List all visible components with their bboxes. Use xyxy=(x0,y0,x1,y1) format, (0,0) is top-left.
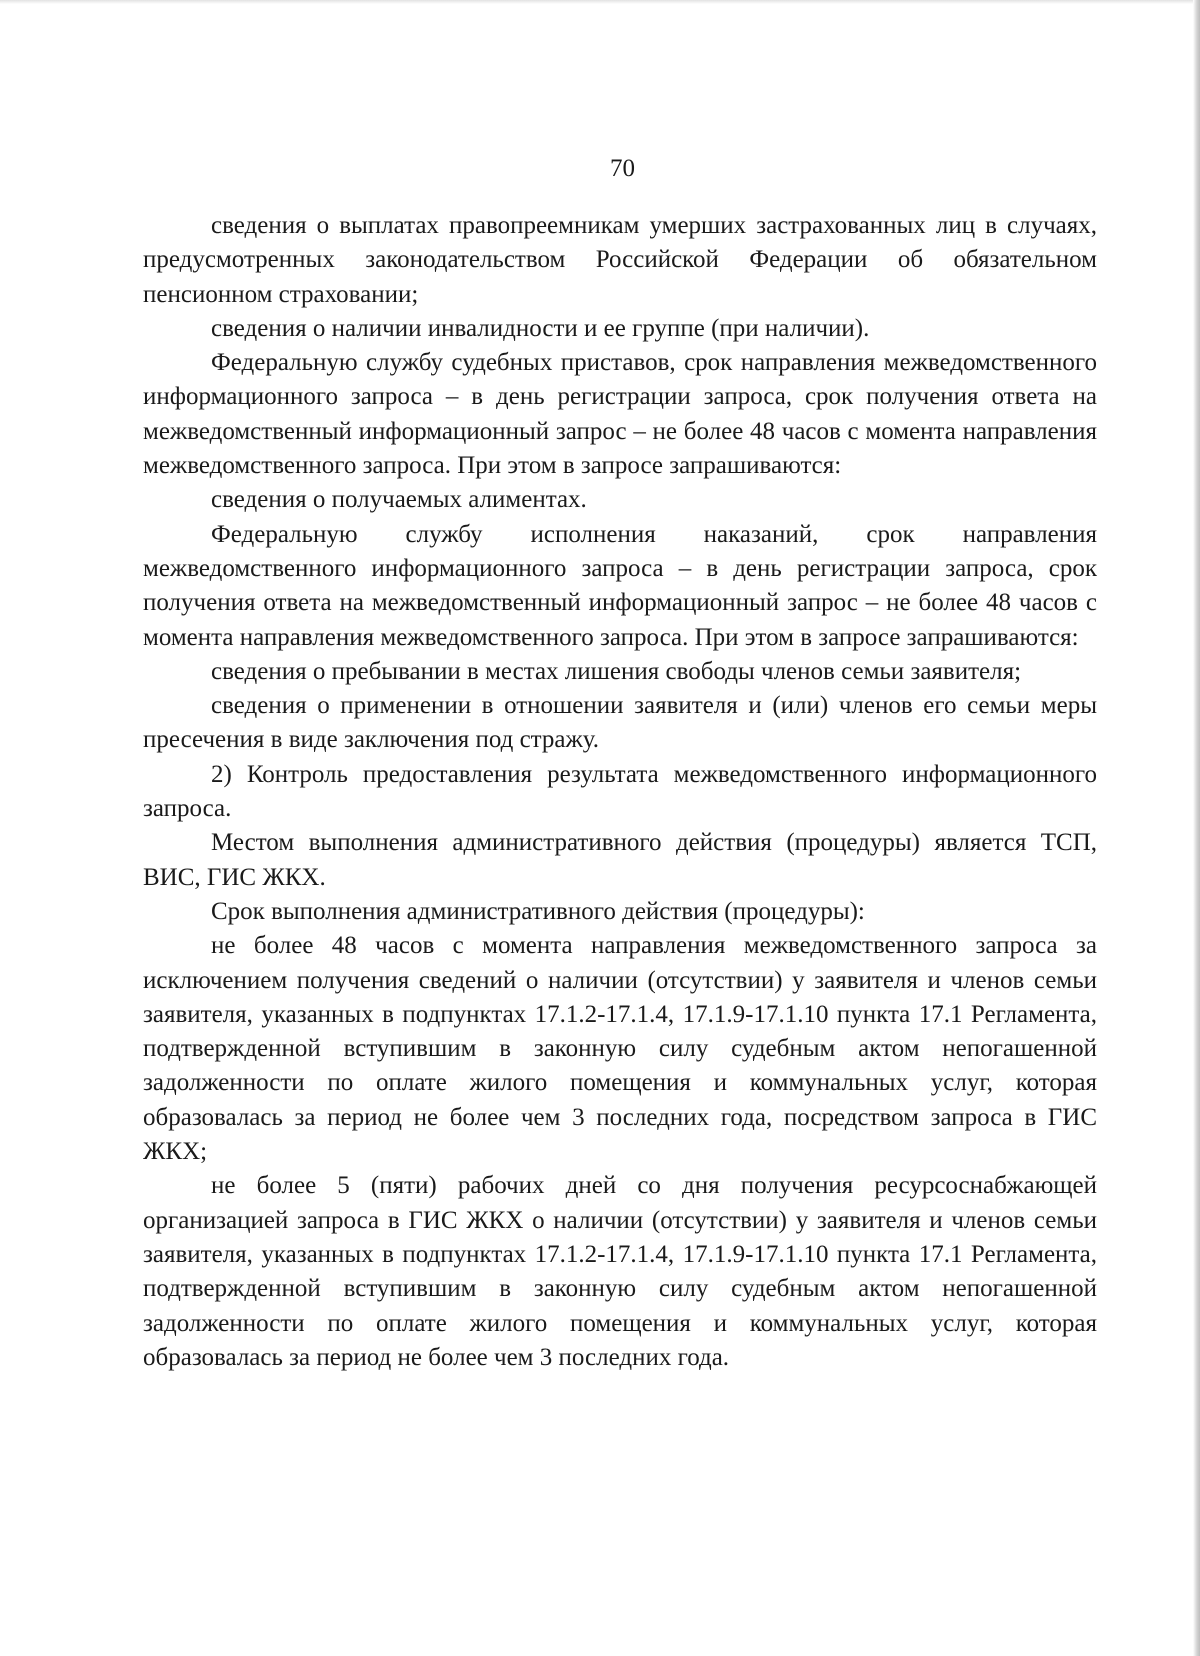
paragraph-alimony-info: сведения о получаемых алиментах. xyxy=(211,486,587,514)
paragraph-detention-info: сведения о пребывании в местах лишения свободы членов семьи заявителя; xyxy=(211,657,1022,685)
paragraph-execution-place: Местом выполнения административного действия (процедуры) является ТСП, ВИС, ГИС ЖКХ. xyxy=(143,829,1097,891)
page-number: 70 xyxy=(610,155,635,182)
paragraph-bailiff-service-request: Федеральную службу судебных приставов, срок направления межведомственного информационного запроса – в день регистрации запроса, срок получения ответа на межведомственный информационный запрос – не более 48 часов с момента направления межведомственного запроса. При этом в запросе запрашиваются: xyxy=(143,349,1097,480)
paragraph-penitentiary-service-request: Федеральную службу исполнения наказаний, срок направления межведомственного информационного запроса – в день регистрации запроса, срок получения ответа на межведомственный информационный запрос – не более 48 часов с момента направления межведомственного запроса. При этом в запросе запрашиваются: xyxy=(143,520,1097,651)
paragraph-execution-term-heading: Срок выполнения административного действия (процедуры): xyxy=(211,897,865,925)
paragraph-control-step: 2) Контроль предоставления результата межведомственного информационного запроса. xyxy=(143,760,1097,823)
paragraph-term-5-days: не более 5 (пяти) рабочих дней со дня получения ресурсоснабжающей организацией запроса в ГИС ЖКХ о наличии (отсутствии) у заявителя и членов семьи заявителя, указанных в подпунктах 17.1.2-17.1.4, 17.1.9-17.1.10 пункта 17.1 Регламента, подтвержденной вступившим в законную силу судебным актом непогашенной задолженности по оплате жилого помещения и коммунальных услуг, которая образовалась за период не более чем 3 последних года. xyxy=(143,1172,1097,1371)
scan-right-edge xyxy=(1193,0,1200,1656)
document-body xyxy=(143,209,1097,1375)
scan-top-edge xyxy=(0,0,1200,4)
paragraph-custody-measure-info: сведения о применении в отношении заявителя и (или) членов его семьи меры пресечения в виде заключения под стражу. xyxy=(143,692,1097,754)
paragraph-disability-info: сведения о наличии инвалидности и ее группе (при наличии). xyxy=(211,314,870,342)
paragraph-survivor-payments: сведения о выплатах правопреемникам умерших застрахованных лиц в случаях, предусмотренных законодательством Российской Федерации об обязательном пенсионном страховании; xyxy=(143,212,1097,308)
paragraph-term-48-hours: не более 48 часов с момента направления межведомственного запроса за исключением получения сведений о наличии (отсутствии) у заявителя и членов семьи заявителя, указанных в подпунктах 17.1.2-17.1.4, 17.1.9-17.1.10 пункта 17.1 Регламента, подтвержденной вступившим в законную силу судебным актом непогашенной задолженности по оплате жилого помещения и коммунальных услуг, которая образовалась за период не более чем 3 последних года, посредством запроса в ГИС ЖКХ; xyxy=(143,932,1097,1166)
